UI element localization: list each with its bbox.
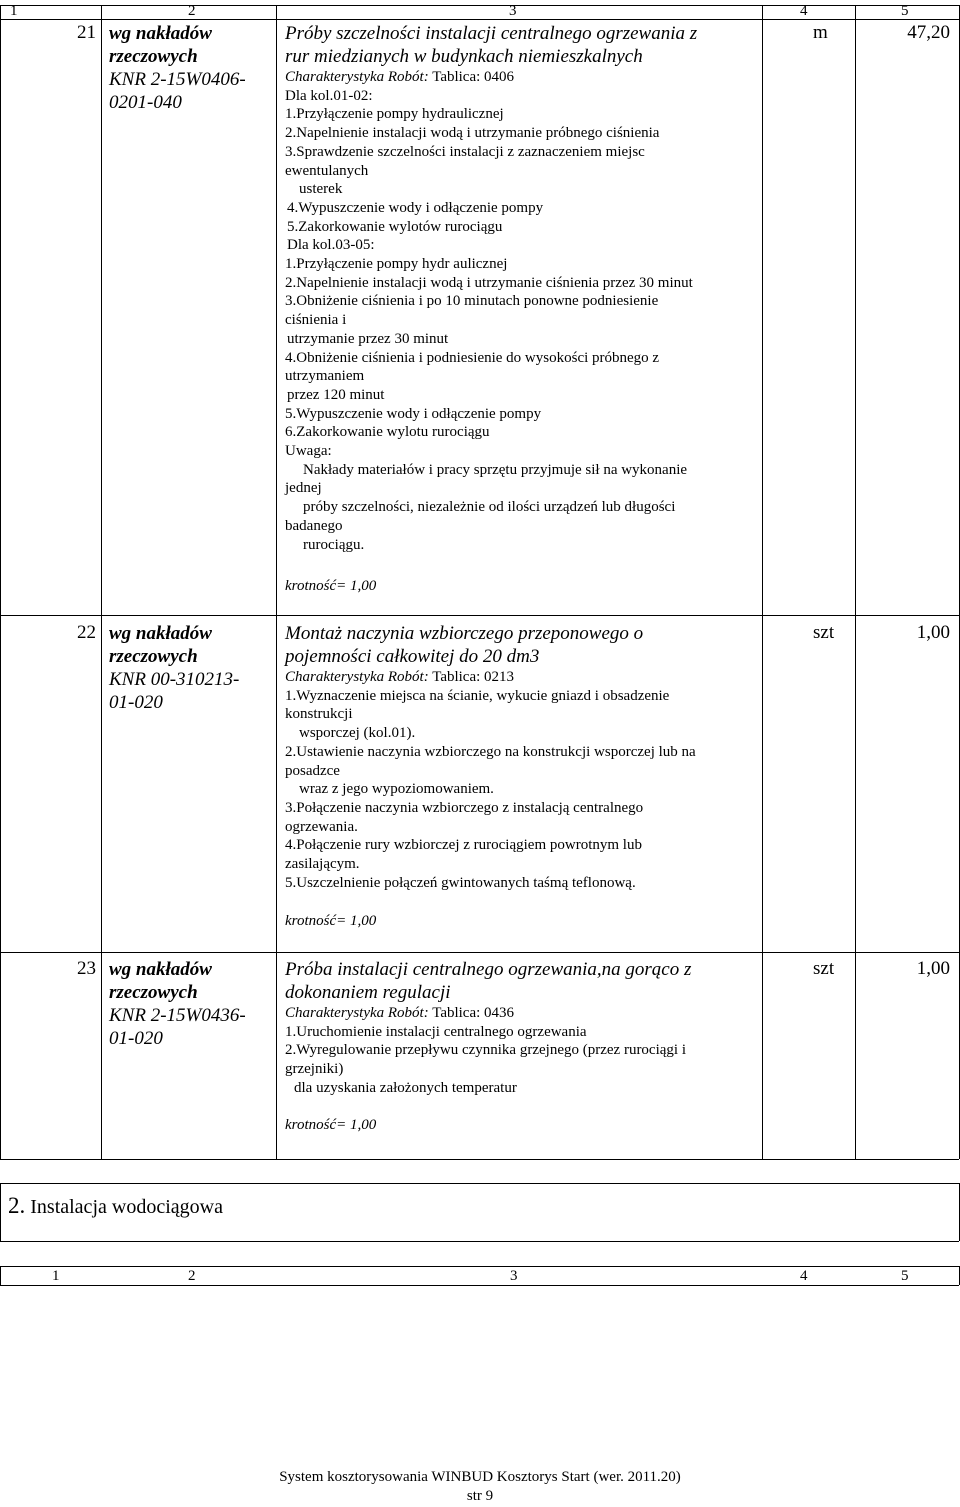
section-name: Instalacja wodociągowa [30, 1196, 223, 1218]
desc-line: ciśnienia i [285, 312, 347, 329]
basis-code: 01-020 [109, 692, 163, 713]
description-cell [285, 622, 755, 892]
footer-page-number: str 9 [466, 1488, 494, 1504]
item-title: Montaż naczynia wzbiorczego przeponowego o [285, 623, 644, 644]
desc-line: 5.Wypuszczenie wody i odłączenie pompy [285, 405, 542, 422]
quantity: 1,00 [916, 958, 950, 979]
row-number: 21 [77, 22, 96, 43]
header-col-2: 2 [188, 1268, 196, 1284]
desc-line: ewentulanych [285, 162, 369, 179]
item-title: pojemności całkowitej do 20 dm3 [285, 646, 540, 667]
desc-line: utrzymanie przez 30 minut [287, 330, 449, 347]
item-title: rur miedzianych w budynkach niemieszkalnych [285, 46, 643, 67]
basis-cell [109, 22, 274, 114]
desc-line: 2.Wyregulowanie przepływu czynnika grzejnego (przez rurociągi i [285, 1042, 687, 1059]
desc-line: konstrukcji [285, 706, 353, 723]
basis-code: KNR 00-310213- [109, 669, 240, 690]
desc-line: 1.Przyłączenie pompy hydr aulicznej [285, 256, 508, 273]
basis-code: 0201-040 [109, 92, 182, 113]
row-number: 23 [77, 958, 96, 979]
unit: m [813, 22, 828, 43]
multiplier: krotność= 1,00 [285, 1117, 377, 1133]
characteristics [285, 1004, 755, 1023]
item-title: Próby szczelności instalacji centralnego ogrzewania z [285, 23, 698, 44]
desc-line: 1.Uruchomienie instalacji centralnego ogrzewania [285, 1023, 587, 1040]
basis-cell [109, 622, 274, 714]
basis-code: KNR 2-15W0406- [109, 69, 246, 90]
header-col-3: 3 [509, 3, 517, 19]
desc-line: 2.Napelnienie instalacji wodą i utrzymanie próbnego ciśnienia [285, 125, 660, 142]
unit: szt [813, 622, 835, 643]
desc-line: rurociągu. [303, 536, 365, 553]
char-value: Tablica: 0406 [432, 69, 515, 85]
header-col-1: 1 [10, 3, 18, 19]
basis-line: wg nakładów [109, 623, 212, 644]
item-title: Próba instalacji centralnego ogrzewania,na gorąco z [285, 959, 692, 980]
desc-line: Dla kol.03-05: [287, 237, 375, 254]
quantity: 1,00 [916, 622, 950, 643]
desc-line: wsporczej (kol.01). [299, 725, 416, 742]
desc-line: próby szczelności, niezależnie od ilości urządzeń lub długości [303, 499, 676, 516]
desc-line: 1.Wyznaczenie miejsca na ścianie, wykucie gniazd i obsadzenie [285, 687, 670, 704]
header-col-4: 4 [800, 3, 808, 19]
basis-code: KNR 2-15W0436- [109, 1005, 246, 1026]
desc-line: 3.Połączenie naczynia wzbiorczego z instalacją centralnego [285, 799, 644, 816]
desc-line: grzejniki) [285, 1061, 344, 1078]
desc-line: usterek [299, 181, 343, 198]
desc-line: Nakłady materiałów i pracy sprzętu przyjmuje sił na wykonanie [303, 461, 688, 478]
multiplier: krotność= 1,00 [285, 578, 377, 594]
desc-line: 4.Obniżenie ciśnienia i podniesienie do wysokości próbnego z [285, 349, 660, 366]
basis-line: rzeczowych [109, 646, 198, 667]
header-col-2: 2 [188, 3, 196, 19]
quantity: 47,20 [907, 22, 950, 43]
desc-line: 3.Obniżenie ciśnienia i po 10 minutach ponowne podniesienie [285, 293, 659, 310]
desc-line: wraz z jego wypoziomowaniem. [299, 781, 494, 798]
desc-line: dla uzyskania założonych temperatur [294, 1079, 517, 1096]
desc-line: Dla kol.01-02: [285, 87, 373, 104]
section-title [8, 1193, 223, 1219]
desc-line: zasilającym. [285, 856, 360, 873]
desc-line: ogrzewania. [285, 818, 358, 835]
desc-line: jednej [285, 480, 322, 497]
desc-line: 2.Napelnienie instalacji wodą i utrzymanie ciśnienia przez 30 minut [285, 274, 693, 291]
section-number: 2. [8, 1193, 26, 1218]
desc-line: 4.Wypuszczenie wody i odłączenie pompy [287, 199, 544, 216]
item-title: dokonaniem regulacji [285, 982, 451, 1003]
char-label: Charakterystyka Robót: [285, 1005, 429, 1021]
header-col-1: 1 [52, 1268, 60, 1284]
desc-line: 6.Zakorkowanie wylotu rurociągu [285, 424, 490, 441]
basis-line: rzeczowych [109, 982, 198, 1003]
desc-line: 5.Uszczelnienie połączeń gwintowanych taśmą teflonową. [285, 874, 636, 891]
desc-line: 4.Połączenie rury wzbiorczej z rurociągiem powrotnym lub [285, 837, 642, 854]
desc-line: 5.Zakorkowanie wylotów rurociągu [287, 218, 503, 235]
header-col-5: 5 [901, 1268, 909, 1284]
basis-code: 01-020 [109, 1028, 163, 1049]
desc-line: 3.Sprawdzenie szczelności instalacji z zaznaczeniem miejsc [285, 143, 645, 160]
header-col-4: 4 [800, 1268, 808, 1284]
desc-line: Uwaga: [285, 443, 332, 460]
description-cell [285, 22, 755, 554]
description-cell [285, 958, 755, 1098]
desc-line: utrzymaniem [285, 368, 365, 385]
characteristics [285, 68, 755, 87]
row-number: 22 [77, 622, 96, 643]
char-value: Tablica: 0213 [432, 669, 515, 685]
desc-line: posadzce [285, 762, 340, 779]
header-col-5: 5 [901, 3, 909, 19]
desc-line: 2.Ustawienie naczynia wzbiorczego na konstrukcji wsporczej lub na [285, 743, 696, 760]
footer-system: System kosztorysowania WINBUD Kosztorys Start (wer. 2011.20) [279, 1469, 681, 1485]
unit: szt [813, 958, 835, 979]
char-label: Charakterystyka Robót: [285, 669, 429, 685]
header-col-3: 3 [510, 1268, 518, 1284]
multiplier: krotność= 1,00 [285, 913, 377, 929]
basis-line: wg nakładów [109, 23, 212, 44]
basis-line: rzeczowych [109, 46, 198, 67]
basis-line: wg nakładów [109, 959, 212, 980]
basis-cell [109, 958, 274, 1050]
char-value: Tablica: 0436 [432, 1005, 515, 1021]
char-label: Charakterystyka Robót: [285, 69, 429, 85]
desc-line: 1.Przyłączenie pompy hydraulicznej [285, 106, 504, 123]
characteristics [285, 668, 755, 687]
desc-line: badanego [285, 517, 343, 534]
desc-line: przez 120 minut [287, 386, 385, 403]
